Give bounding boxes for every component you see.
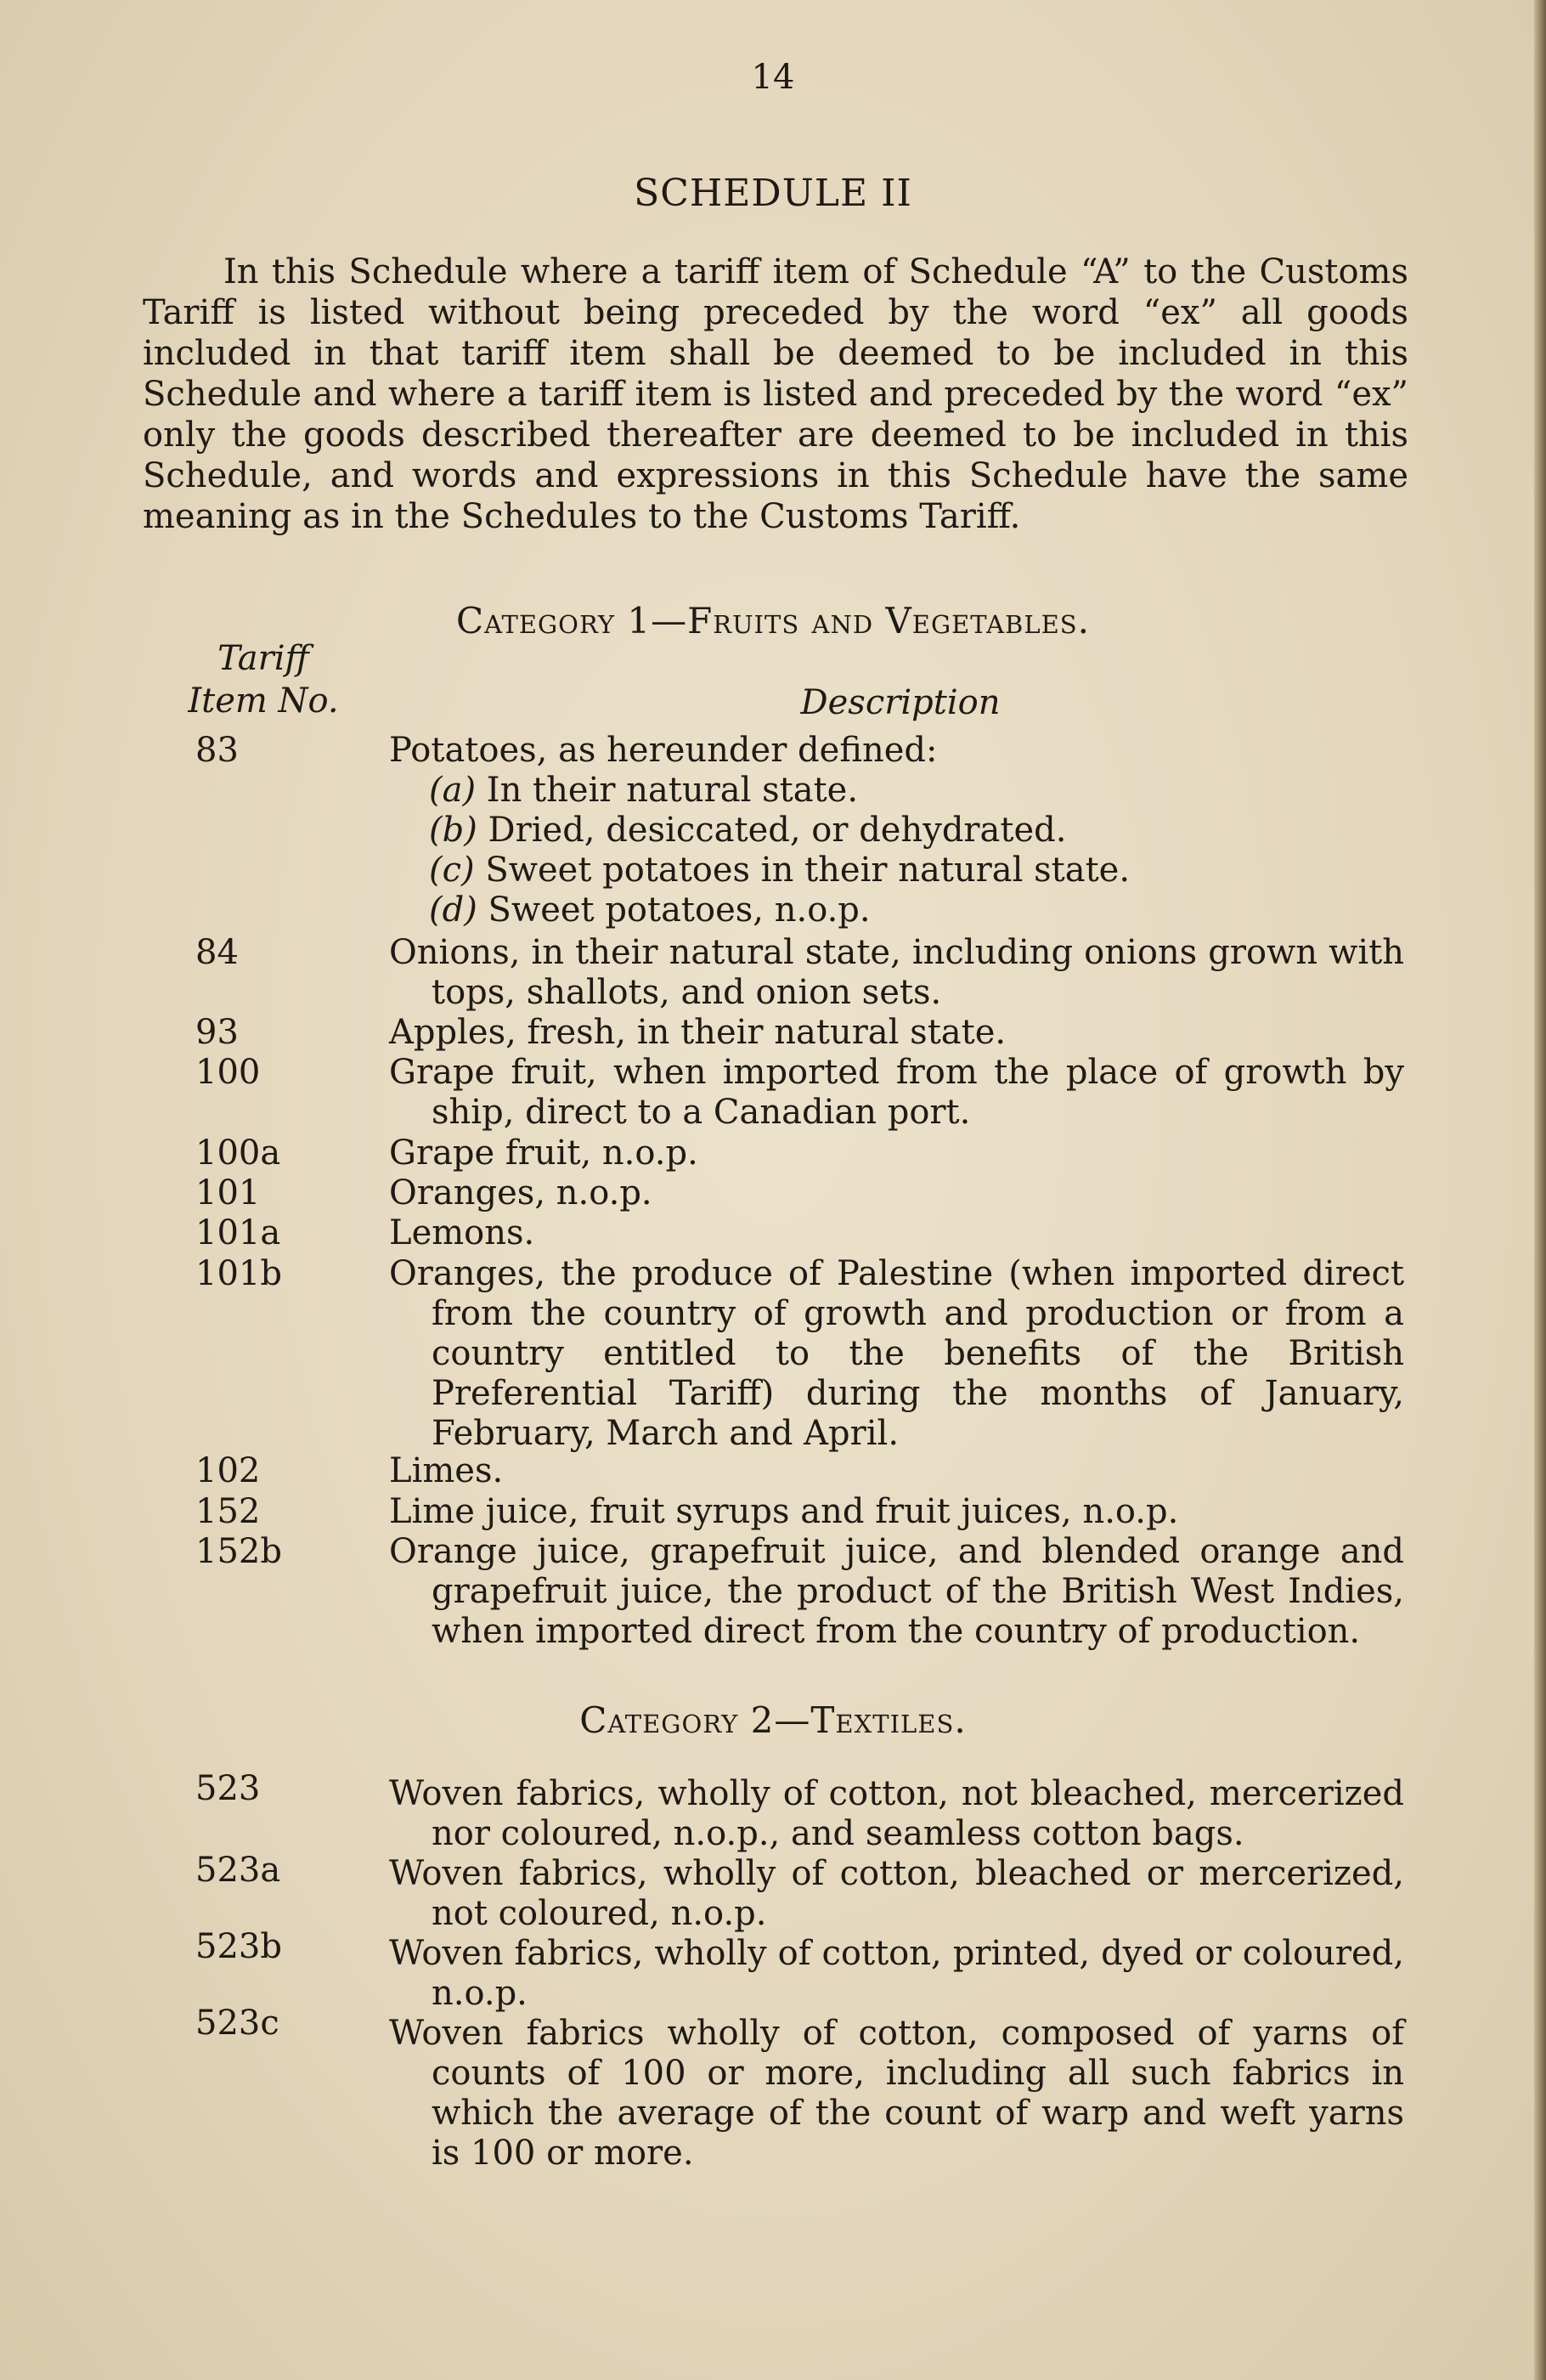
sub-item-text: Dried, desiccated, or dehydrated. [488, 811, 1067, 850]
sub-item [429, 771, 1406, 811]
column-header-item-line2: Item No. [188, 681, 339, 721]
tariff-item-description: Oranges, the produce of Palestine (when imported direct from the country of growth and production or from a country entitled to the benefits of the British Preferential Tariff) during the months of January, February, March and April. [389, 1254, 1404, 1453]
tariff-item-description: Lemons. [389, 1213, 535, 1252]
page-edge-shadow [1534, 0, 1546, 2380]
sub-item-letter: (a) [429, 771, 477, 810]
page-number: 14 [751, 58, 795, 97]
category-heading-2: Category 2—Textiles. [579, 1699, 967, 1741]
tariff-item-description: Woven fabrics wholly of cotton, composed of yarns of counts of 100 or more, including all such fabrics in which the average of the count of warp and weft yarns is 100 or more. [389, 2014, 1404, 2173]
tariff-item-number: 523c [195, 2004, 279, 2043]
tariff-item-number: 523b [195, 1927, 282, 1966]
schedule-title: SCHEDULE II [634, 172, 912, 215]
tariff-item-description: Woven fabrics, wholly of cotton, printed, dyed or coloured, n.o.p. [389, 1934, 1404, 2013]
tariff-item-description: Grape fruit, n.o.p. [389, 1133, 698, 1173]
tariff-item-description: Woven fabrics, wholly of cotton, not bleached, mercerized nor coloured, n.o.p., and seamless cotton bags. [389, 1774, 1404, 1853]
category-heading-1: Category 1—Fruits and Vegetables. [456, 600, 1090, 642]
tariff-item-number: 100 [195, 1053, 261, 1092]
tariff-item-description: Apples, fresh, in their natural state. [389, 1013, 1007, 1052]
intro-paragraph: In this Schedule where a tariff item of Schedule “A” to the Customs Tariff is listed without being preceded by the word “ex” all goods included in that tariff item shall be deemed to be included in this Schedule and where a tariff item is listed and preceded by the word “ex” only the goods described thereafter are deemed to be included in this Schedule, and words and expressions in this Schedule have the same meaning as in the Schedules to the Customs Tariff. [143, 252, 1408, 536]
sub-item-text: In their natural state. [486, 771, 859, 810]
sub-item-letter: (c) [429, 851, 475, 890]
sub-item-letter: (d) [429, 890, 477, 930]
tariff-item-number: 152 [195, 1492, 261, 1531]
tariff-item-number: 523 [195, 1769, 261, 1808]
tariff-item-description: Lime juice, fruit syrups and fruit juices, n.o.p. [389, 1492, 1179, 1531]
tariff-item-description: Onions, in their natural state, including onions grown with tops, shallots, and onion sets. [389, 933, 1404, 1012]
sub-item [429, 851, 1406, 890]
tariff-item-description: Grape fruit, when imported from the place of growth by ship, direct to a Canadian port. [389, 1053, 1404, 1132]
tariff-item-number: 83 [195, 731, 239, 770]
tariff-item-number: 102 [195, 1451, 261, 1490]
tariff-item-number: 101b [195, 1254, 282, 1293]
column-header-item-line1: Tariff [217, 639, 309, 678]
tariff-item-number: 93 [195, 1013, 239, 1052]
tariff-item-number: 523a [195, 1851, 281, 1890]
column-header-item [170, 637, 357, 722]
sub-item [429, 890, 1406, 930]
tariff-item-number: 101a [195, 1213, 281, 1252]
sub-item-text: Sweet potatoes in their natural state. [485, 851, 1131, 890]
tariff-item-number: 101 [195, 1173, 261, 1213]
tariff-item-description: Potatoes, as hereunder defined: [389, 731, 938, 770]
tariff-item-description: Limes. [389, 1451, 504, 1490]
tariff-item-description: Woven fabrics, wholly of cotton, bleached or mercerized, not coloured, n.o.p. [389, 1854, 1404, 1933]
column-header-description: Description [800, 683, 1001, 722]
sub-item [429, 811, 1406, 851]
sub-item-letter: (b) [429, 811, 477, 850]
tariff-item-description: Orange juice, grapefruit juice, and blended orange and grapefruit juice, the product of the British West Indies, when imported direct from the country of production. [389, 1532, 1404, 1651]
tariff-item-description: Oranges, n.o.p. [389, 1173, 652, 1213]
sub-item-text: Sweet potatoes, n.o.p. [488, 890, 871, 930]
tariff-item-number: 84 [195, 933, 239, 972]
tariff-item-number: 100a [195, 1133, 281, 1173]
tariff-item-number: 152b [195, 1532, 282, 1571]
